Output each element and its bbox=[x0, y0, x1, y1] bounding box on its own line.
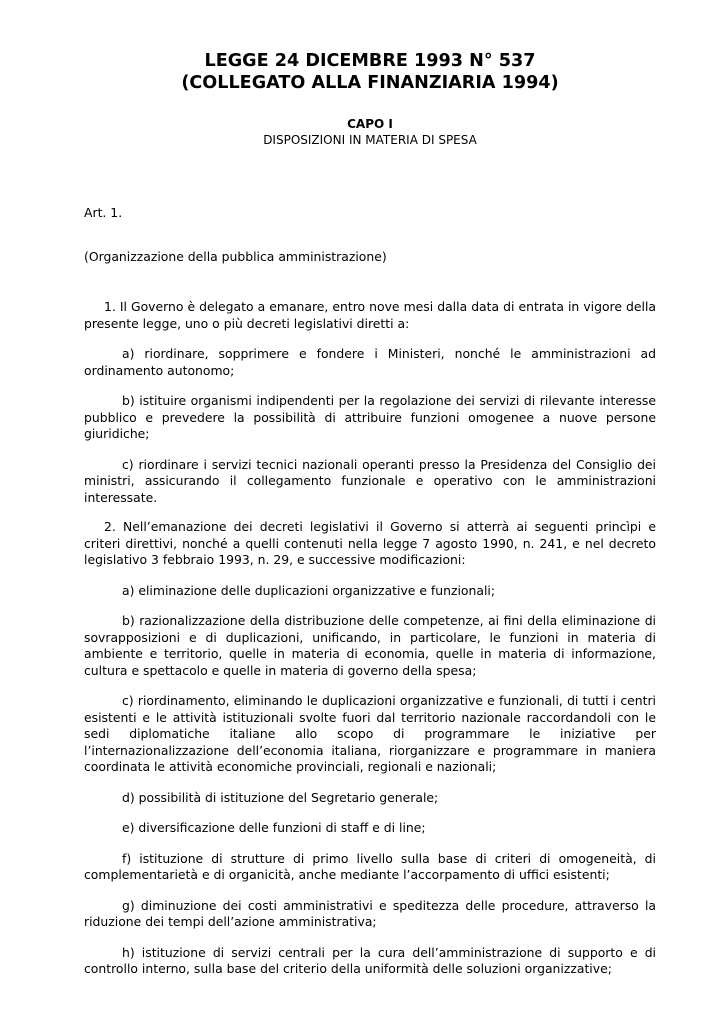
law-title-line-2: (COLLEGATO ALLA FINANZIARIA 1994) bbox=[181, 73, 559, 93]
law-title-line-1: LEGGE 24 DICEMBRE 1993 N° 537 bbox=[204, 51, 536, 71]
paragraph-comma-2-d: d) possibilità di istituzione del Segretario generale; bbox=[122, 789, 439, 805]
paragraph-comma-2-b: b) razionalizzazione della distribuzione delle competenze, ai fini della eliminazione di sovrapposizioni e di duplicazioni, unificando, in particolare, le funzioni in materia di ambiente e territorio, quelle in materia di economia, quelle in materia di informazione, cultura e spettacolo e quelle in materia di governo della spesa; bbox=[84, 613, 656, 678]
paragraph-comma-1-c: c) riordinare i servizi tecnici nazionali operanti presso la Presidenza del Consiglio dei ministri, assicurando il collegamento funzionale e operativo con le amministrazioni interessate. bbox=[84, 456, 656, 505]
document-page bbox=[84, 50, 656, 978]
chapter-heading: CAPO I bbox=[347, 117, 393, 131]
paragraph-comma-2-a: a) eliminazione delle duplicazioni organizzative e funzionali; bbox=[122, 582, 496, 598]
paragraph-comma-1-b: b) istituire organismi indipendenti per la regolazione dei servizi di rilevante interesse pubblico e prevedere la possibilità di attribuire funzioni omogenee a nuove persone giuridiche; bbox=[84, 393, 656, 441]
paragraph-comma-2: 2. Nell’emanazione dei decreti legislativi il Governo si atterrà ai seguenti princìpi e criteri direttivi, nonché a quelli contenuti nella legge 7 agosto 1990, n. 241, e nel decreto legislativo 3 febbraio 1993, n. 29, e successive modificazioni: bbox=[84, 519, 656, 567]
chapter-subtitle: DISPOSIZIONI IN MATERIA DI SPESA bbox=[263, 133, 477, 147]
document-body bbox=[84, 205, 656, 978]
paragraph-comma-2-c: c) riordinamento, eliminando le duplicazioni organizzative e funzionali, di tutti i centri esistenti e le attività istituzionali svolte fuori dal territorio nazionale raccordandoli con le sedi diplomatiche italiane allo scopo di programmare le iniziative per l’internazionalizzazione dell’economia italiana, riorganizzare e programmare in maniera coordinata le attività economiche provinciali, regionali e nazionali; bbox=[84, 693, 656, 774]
paragraph-comma-1-a: a) riordinare, sopprimere e fondere i Ministeri, nonché le amministrazioni ad ordinamento autonomo; bbox=[84, 346, 656, 378]
paragraph-comma-2-g: g) diminuzione dei costi amministrativi e speditezza delle procedure, attraverso la riduzione dei tempi dell’azione amministrativa; bbox=[84, 897, 656, 929]
paragraph-comma-2-f: f) istituzione di strutture di primo livello sulla base di criteri di omogeneità, di complementarietà e di organicità, anche mediante l’accorpamento di uffici esistenti; bbox=[84, 850, 656, 882]
paragraph-comma-2-e: e) diversificazione delle funzioni di staff e di line; bbox=[122, 820, 426, 835]
article-rubric: (Organizzazione della pubblica amministrazione) bbox=[84, 248, 387, 264]
article-number: Art. 1. bbox=[84, 205, 123, 220]
paragraph-comma-2-h: h) istituzione di servizi centrali per la cura dell’amministrazione di supporto e di controllo interno, sulla base del criterio della uniformità delle soluzioni organizzative; bbox=[84, 944, 656, 976]
paragraph-comma-1: 1. Il Governo è delegato a emanare, entro nove mesi dalla data di entrata in vigore della presente legge, uno o più decreti legislativi diretti a: bbox=[84, 299, 656, 331]
